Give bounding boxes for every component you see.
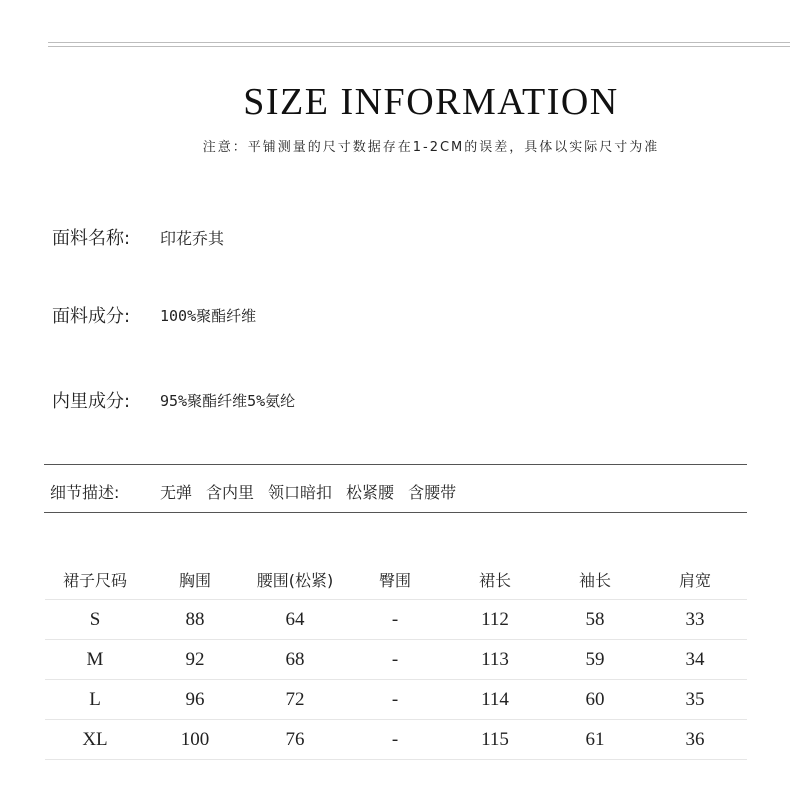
detail-item: 松紧腰 — [346, 482, 395, 502]
fabric-name-row — [52, 224, 224, 250]
column-header: 肩宽 — [678, 571, 711, 590]
table-cell: - — [391, 728, 399, 750]
table-cell: 68 — [285, 648, 305, 670]
fabric-composition-value: 100%聚酯纤维 — [160, 306, 257, 325]
column-header: 袖长 — [578, 571, 611, 590]
table-cell: - — [391, 688, 399, 710]
table-cell: 100 — [180, 728, 210, 750]
table-cell: 114 — [481, 688, 509, 710]
table-cell: 72 — [285, 688, 305, 710]
lining-composition-row — [52, 387, 295, 413]
table-cell: - — [391, 608, 399, 630]
fabric-composition-label: 面料成分: — [52, 306, 131, 327]
detail-item: 含腰带 — [408, 482, 457, 502]
table-header-row — [45, 560, 747, 600]
table-row — [45, 640, 747, 680]
table-cell: S — [89, 608, 101, 630]
table-cell: M — [86, 648, 104, 670]
detail-item: 含内里 — [206, 482, 255, 502]
table-cell: 35 — [685, 688, 705, 710]
table-cell: L — [89, 688, 101, 710]
table-cell: 64 — [285, 608, 305, 630]
details-divider-top — [44, 464, 747, 465]
details-divider-bottom — [44, 512, 747, 513]
table-cell: 61 — [585, 728, 605, 750]
fabric-name-label: 面料名称: — [52, 228, 131, 249]
lining-composition-label: 内里成分: — [52, 391, 131, 412]
table-cell: 76 — [285, 728, 305, 750]
top-divider — [48, 42, 790, 43]
table-cell: 33 — [685, 608, 705, 630]
table-cell: 92 — [185, 648, 205, 670]
table-cell: 113 — [481, 648, 509, 670]
column-header: 腰围(松紧) — [256, 571, 334, 590]
table-row — [45, 600, 747, 640]
lining-composition-value: 95%聚酯纤维5%氨纶 — [160, 391, 296, 410]
table-row — [45, 680, 747, 720]
table-cell: - — [391, 648, 399, 670]
size-table — [45, 560, 747, 760]
table-cell: 59 — [585, 648, 605, 670]
table-cell: XL — [82, 728, 108, 750]
detail-item: 领口暗扣 — [268, 482, 333, 502]
column-header: 裙子尺码 — [62, 571, 127, 590]
table-cell: 88 — [185, 608, 205, 630]
column-header: 臀围 — [378, 571, 411, 590]
table-row — [45, 720, 747, 760]
table-cell: 34 — [685, 648, 705, 670]
fabric-composition-row — [52, 302, 256, 328]
detail-item: 无弹 — [160, 482, 193, 502]
measurement-note: 注意：平铺测量的尺寸数据存在1-2CM的误差，具体以实际尺寸为准 — [202, 140, 660, 155]
top-divider — [48, 46, 790, 47]
page-title: SIZE INFORMATION — [243, 81, 619, 123]
table-cell: 112 — [481, 608, 509, 630]
fabric-name-value: 印花乔其 — [160, 228, 225, 248]
table-cell: 96 — [185, 688, 205, 710]
table-cell: 58 — [585, 608, 605, 630]
column-header: 胸围 — [178, 571, 211, 590]
details-row — [50, 478, 470, 504]
column-header: 裙长 — [478, 571, 511, 590]
details-label: 细节描述: — [50, 482, 120, 502]
table-cell: 60 — [585, 688, 605, 710]
table-cell: 115 — [481, 728, 509, 750]
table-cell: 36 — [685, 728, 705, 750]
